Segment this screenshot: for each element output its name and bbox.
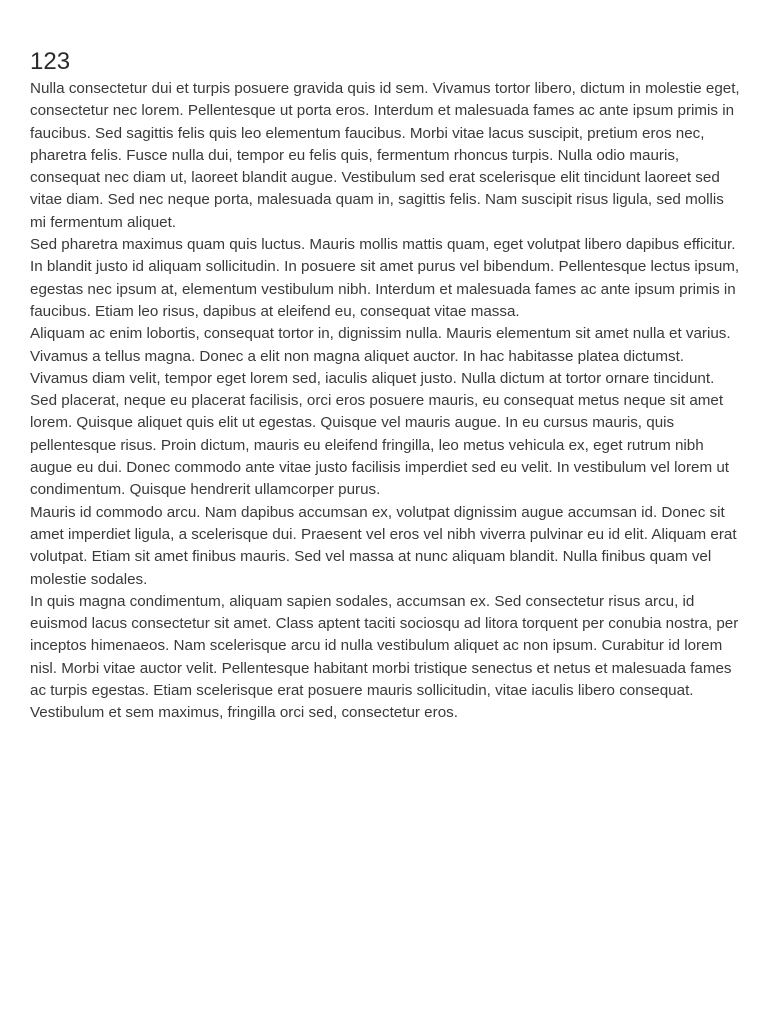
page-title: 123 (30, 48, 71, 75)
paragraph-5: In quis magna condimentum, aliquam sapien sodales, accumsan ex. Sed consectetur risus arcu, id euismod lacus consectetur sit amet. Class aptent taciti sociosqu ad litora torquent per conubia nostra, per inceptos himenaeos. Nam scelerisque arcu id nulla vestibulum aliquet ac non ipsum. Curabitur id lorem nisl. Morbi vitae auctor velit. Pellentesque habitant morbi tristique senectus et netus et malesuada fames ac turpis egestas. Etiam scelerisque erat posuere mauris sollicitudin, vitae iaculis libero consequat. Vestibulum et sem maximus, fringilla orci sed, consectetur eros. (30, 592, 739, 722)
paragraph-1: Nulla consectetur dui et turpis posuere gravida quis id sem. Vivamus tortor libero, dictum in molestie eget, consectetur nec lorem. Pellentesque ut porta eros. Interdum et malesuada fames ac ante ipsum primis in faucibus. Sed sagittis felis quis leo elementum faucibus. Morbi vitae lacus suscipit, pretium eros nec, pharetra felis. Fusce nulla dui, tempor eu felis quis, fermentum rhoncus turpis. Nulla odio mauris, consequat nec diam ut, laoreet blandit augue. Vestibulum sed erat scelerisque elit tincidunt laoreet sed vitae diam. Sed nec neque porta, malesuada quam in, sagittis felis. Nam suscipit risus ligula, sed mollis mi fermentum aliquet. (30, 80, 740, 231)
paragraph-4: Mauris id commodo arcu. Nam dapibus accumsan ex, volutpat dignissim augue accumsan id. Donec sit amet imperdiet ligula, a scelerisque dui. Praesent vel eros vel nibh viverra pulvinar eu id elit. Aliquam erat volutpat. Etiam sit amet finibus mauris. Sed vel massa at nunc aliquam blandit. Nulla finibus quam vel molestie sodales. (30, 503, 737, 588)
paragraph-3: Aliquam ac enim lobortis, consequat tortor in, dignissim nulla. Mauris elementum sit amet nulla et varius. Vivamus a tellus magna. Donec a elit non magna aliquet auctor. In hac habitasse platea dictumst. Vivamus diam velit, tempor eget lorem sed, iaculis aliquet justo. Nulla dictum at tortor ornare tincidunt. Sed placerat, neque eu placerat facilisis, orci eros posuere mauris, eu consequat metus neque sit amet lorem. Quisque aliquet quis elit ut egestas. Quisque vel mauris augue. In eu cursus mauris, quis pellentesque risus. Proin dictum, mauris eu eleifend fringilla, leo metus vehicula ex, eget rutrum nibh augue eu dui. Donec commodo ante vitae justo facilisis imperdiet sed eu velit. In vestibulum vel lorem ut condimentum. Quisque hendrerit ullamcorper purus. (30, 325, 731, 499)
document-page (30, 46, 742, 725)
paragraph-2: Sed pharetra maximus quam quis luctus. Mauris mollis mattis quam, eget volutpat libero dapibus efficitur. In blandit justo id aliquam sollicitudin. In posuere sit amet purus vel bibendum. Pellentesque lectus ipsum, egestas nec ipsum at, elementum vestibulum nibh. Interdum et malesuada fames ac ante ipsum primis in faucibus. Etiam leo risus, dapibus at eleifend eu, consequat vitae massa. (30, 236, 740, 320)
